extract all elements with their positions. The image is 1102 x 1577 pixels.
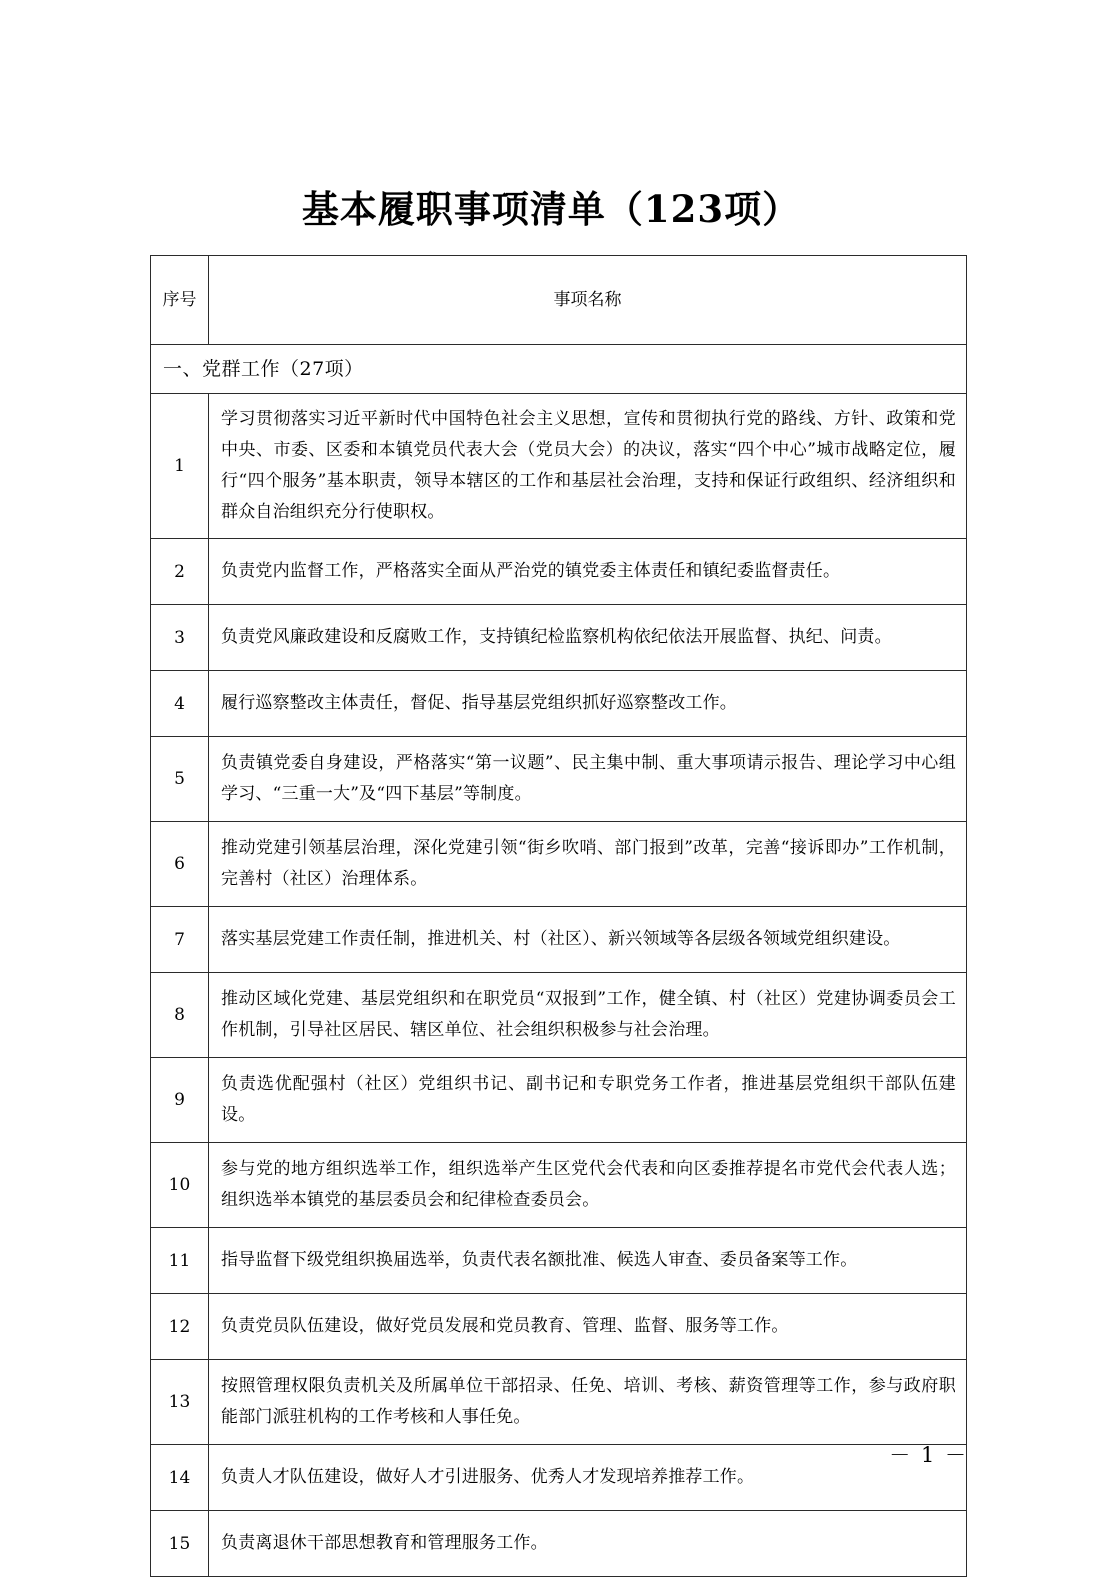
row-number: 10 xyxy=(151,1143,209,1228)
table-row xyxy=(151,1294,967,1360)
section-header-row xyxy=(151,345,967,394)
row-number: 12 xyxy=(151,1294,209,1360)
column-header-name: 事项名称 xyxy=(209,256,967,345)
table-row xyxy=(151,973,967,1058)
row-item-name: 负责人才队伍建设，做好人才引进服务、优秀人才发现培养推荐工作。 xyxy=(209,1445,967,1511)
table-row xyxy=(151,671,967,737)
table-row xyxy=(151,1143,967,1228)
table-row xyxy=(151,1228,967,1294)
duty-items-table xyxy=(150,255,967,1577)
row-number: 6 xyxy=(151,822,209,907)
row-number: 7 xyxy=(151,907,209,973)
row-number: 8 xyxy=(151,973,209,1058)
row-number: 13 xyxy=(151,1360,209,1445)
page-title: 基本履职事项清单（123项） xyxy=(301,187,801,231)
table-header-row xyxy=(151,256,967,345)
row-item-name: 推动区域化党建、基层党组织和在职党员“双报到”工作，健全镇、村（社区）党建协调委员会工作机制，引导社区居民、辖区单位、社会组织积极参与社会治理。 xyxy=(209,973,967,1058)
table-row xyxy=(151,394,967,539)
row-number: 3 xyxy=(151,605,209,671)
table-row xyxy=(151,605,967,671)
row-item-name: 按照管理权限负责机关及所属单位干部招录、任免、培训、考核、薪资管理等工作，参与政府职能部门派驻机构的工作考核和人事任免。 xyxy=(209,1360,967,1445)
row-item-name: 参与党的地方组织选举工作，组织选举产生区党代会代表和向区委推荐提名市党代会代表人选；组织选举本镇党的基层委员会和纪律检查委员会。 xyxy=(209,1143,967,1228)
row-number: 5 xyxy=(151,737,209,822)
table-row xyxy=(151,907,967,973)
table-row xyxy=(151,737,967,822)
row-item-name: 负责党内监督工作，严格落实全面从严治党的镇党委主体责任和镇纪委监督责任。 xyxy=(209,539,967,605)
page-number-footer: － 1 － xyxy=(889,1443,968,1467)
row-item-name: 指导监督下级党组织换届选举，负责代表名额批准、候选人审查、委员备案等工作。 xyxy=(209,1228,967,1294)
table-row xyxy=(151,1511,967,1577)
row-number: 9 xyxy=(151,1058,209,1143)
table-row xyxy=(151,1058,967,1143)
row-number: 14 xyxy=(151,1445,209,1511)
row-item-name: 负责党风廉政建设和反腐败工作，支持镇纪检监察机构依纪依法开展监督、执纪、问责。 xyxy=(209,605,967,671)
row-item-name: 履行巡察整改主体责任，督促、指导基层党组织抓好巡察整改工作。 xyxy=(209,671,967,737)
row-number: 15 xyxy=(151,1511,209,1577)
listing-table-container xyxy=(150,255,966,1577)
row-item-name: 负责选优配强村（社区）党组织书记、副书记和专职党务工作者，推进基层党组织干部队伍建设。 xyxy=(209,1058,967,1143)
column-header-no: 序号 xyxy=(151,256,209,345)
row-number: 2 xyxy=(151,539,209,605)
row-number: 1 xyxy=(151,394,209,539)
row-item-name: 负责离退休干部思想教育和管理服务工作。 xyxy=(209,1511,967,1577)
table-row xyxy=(151,539,967,605)
row-item-name: 学习贯彻落实习近平新时代中国特色社会主义思想，宣传和贯彻执行党的路线、方针、政策和党中央、市委、区委和本镇党员代表大会（党员大会）的决议，落实“四个中心”城市战略定位，履行“四个服务”基本职责，领导本辖区的工作和基层社会治理，支持和保证行政组织、经济组织和群众自治组织充分行使职权。 xyxy=(209,394,967,539)
section-title-party-work: 一、党群工作（27项） xyxy=(151,345,967,394)
row-item-name: 负责党员队伍建设，做好党员发展和党员教育、管理、监督、服务等工作。 xyxy=(209,1294,967,1360)
table-row xyxy=(151,822,967,907)
table-row xyxy=(151,1360,967,1445)
table-row xyxy=(151,1445,967,1511)
row-item-name: 负责镇党委自身建设，严格落实“第一议题”、民主集中制、重大事项请示报告、理论学习中心组学习、“三重一大”及“四下基层”等制度。 xyxy=(209,737,967,822)
row-number: 4 xyxy=(151,671,209,737)
row-number: 11 xyxy=(151,1228,209,1294)
row-item-name: 落实基层党建工作责任制，推进机关、村（社区）、新兴领域等各层级各领域党组织建设。 xyxy=(209,907,967,973)
row-item-name: 推动党建引领基层治理，深化党建引领“街乡吹哨、部门报到”改革，完善“接诉即办”工作机制，完善村（社区）治理体系。 xyxy=(209,822,967,907)
